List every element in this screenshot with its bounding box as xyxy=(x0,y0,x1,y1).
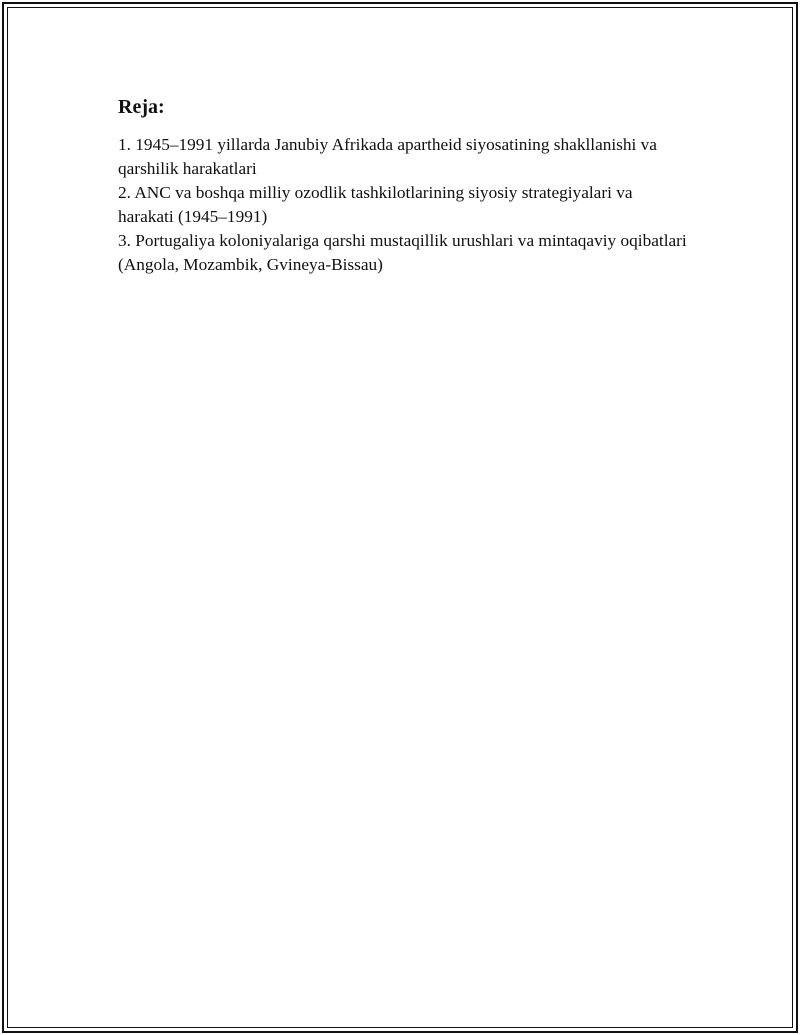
plan-list xyxy=(118,133,688,277)
plan-item-2: 2. ANC va boshqa milliy ozodlik tashkilotlarining siyosiy strategiyalari va harakati (1945–1991) xyxy=(118,183,633,226)
plan-item-3: 3. Portugaliya koloniyalariga qarshi mustaqillik urushlari va mintaqaviy oqibatlari (Angola, Mozambik, Gvineya-Bissau) xyxy=(118,231,687,274)
plan-item-1: 1. 1945–1991 yillarda Janubiy Afrikada apartheid siyosatining shakllanishi va qarshilik harakatlari xyxy=(118,135,657,178)
page-content xyxy=(118,94,688,277)
plan-heading: Reja: xyxy=(118,96,165,118)
